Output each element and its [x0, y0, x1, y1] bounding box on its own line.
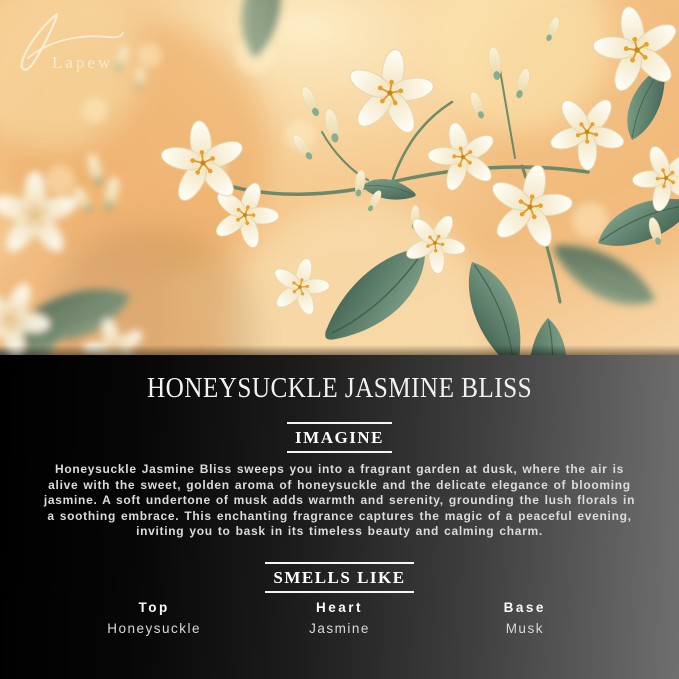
- product-title: HONEYSUCKLE JASMINE BLISS: [146, 373, 533, 404]
- note-heart-level: Heart: [315, 599, 363, 615]
- fragrance-notes: [62, 600, 618, 636]
- fragrance-description: Honeysuckle Jasmine Bliss sweeps you into a fragrant garden at dusk, where the air is alive with the sweet, golden aroma of honeysuckle and the delicate elegance of blooming jasmine. A soft undertone of musk adds warmth and serenity, grounding the lush florals in a soothing embrace. This enchanting fragrance captures the magic of a peaceful evening, inviting you to bask in its timeless beauty and calming charm.: [43, 462, 636, 539]
- note-top-ingredient: Honeysuckle: [107, 620, 202, 636]
- brand-name: Lapew: [52, 53, 114, 72]
- smells-like-heading: SMELLS LIKE: [265, 562, 413, 593]
- note-heart: [247, 600, 432, 636]
- imagine-heading: IMAGINE: [287, 422, 392, 453]
- note-base-ingredient: Musk: [505, 620, 544, 636]
- smells-like-heading-row: [0, 562, 679, 593]
- note-heart-ingredient: Jasmine: [309, 620, 370, 636]
- note-top: [62, 600, 247, 636]
- info-panel: [0, 355, 679, 679]
- note-top-level: Top: [138, 599, 170, 615]
- note-base: [432, 600, 617, 636]
- note-base-level: Base: [503, 599, 546, 615]
- imagine-heading-row: [0, 422, 679, 453]
